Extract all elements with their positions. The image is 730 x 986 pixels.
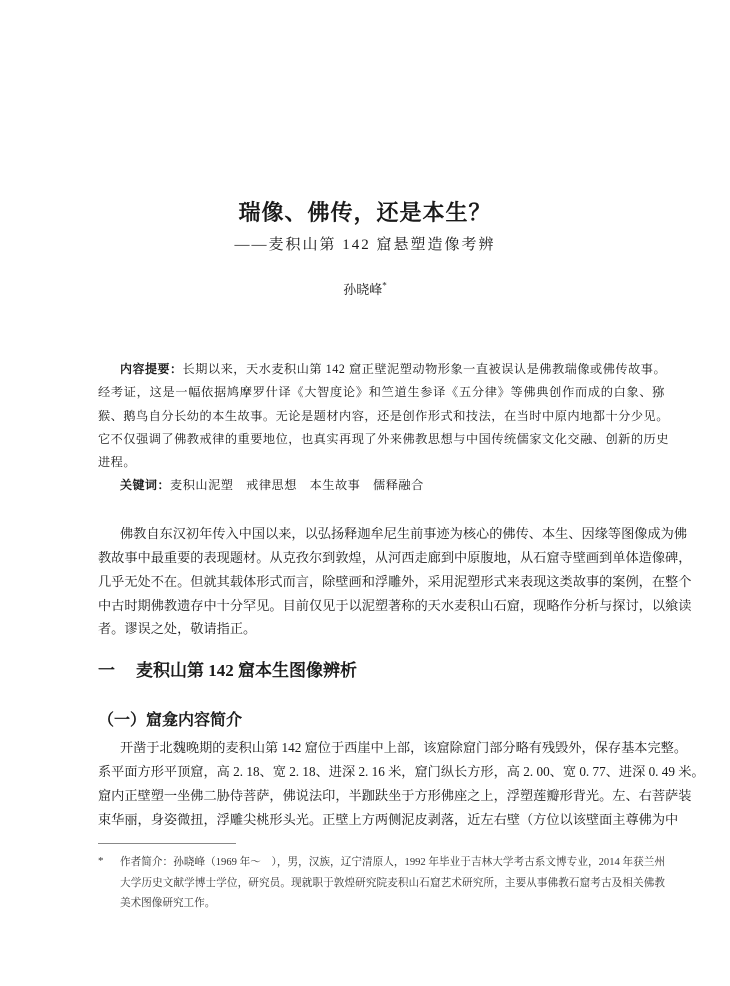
section-number: 一 — [98, 661, 115, 680]
body-line: 开凿于北魏晚期的麦积山第 142 窟位于西崖中上部，该窟除窟门部分略有残毁外，保存基本完整。 — [120, 740, 688, 755]
body-line: 佛教自东汉初年传入中国以来，以弘扬释迦牟尼生前事迹为核心的佛传、本生、因缘等图像成为佛 — [120, 526, 688, 541]
author-name: 孙晓峰 — [343, 282, 383, 297]
paper-subtitle: ——麦积山第 142 窟悬塑造像考辨 — [234, 237, 496, 253]
abstract-label: 内容提要： — [120, 362, 183, 376]
subsection-heading: （一）窟龛内容简介 — [98, 712, 243, 729]
section-heading — [98, 656, 357, 681]
abstract-line: 进程。 — [98, 455, 137, 469]
section-title: 麦积山第 142 窟本生图像辨析 — [136, 661, 357, 680]
body-line: 窟内正壁塑一坐佛二胁侍菩萨，佛说法印，半跏趺坐于方形佛座之上，浮塑莲瓣形背光。左、右菩萨装 — [98, 788, 692, 803]
body-line: 束华丽，身姿微扭，浮雕尖桃形头光。正壁上方两侧泥皮剥落，近左右壁（方位以该壁面主尊佛为中 — [98, 812, 679, 827]
footnote-divider — [98, 843, 236, 844]
abstract-line: 它不仅强调了佛教戒律的重要地位，也真实再现了外来佛教思想与中国传统儒家文化交融、创新的历史 — [98, 432, 669, 446]
paper-title: 瑞像、佛传，还是本生？ — [238, 200, 492, 225]
body-line: 系平面方形平顶窟，高 2. 18、宽 2. 18、进深 2. 16 米，窟门纵长方形，高 2. 00、宽 0. 77、进深 0. 49 米。 — [98, 764, 705, 779]
footnote-line: 作者简介：孙晓峰（1969 年～ ），男，汉族，辽宁清原人，1992 年毕业于吉林大学考古系文博专业，2014 年获兰州 — [120, 857, 665, 868]
keywords-text: 麦积山泥塑 戒律思想 本生故事 儒释融合 — [170, 478, 424, 492]
abstract-line: 经考证，这是一幅依据鸠摩罗什译《大智度论》和竺道生参译《五分律》等佛典创作而成的白象、猕 — [98, 385, 665, 399]
abstract-line: 猴、鹅鸟自分长幼的本生故事。无论是题材内容，还是创作形式和技法，在当时中原内地都十分少见。 — [98, 409, 669, 423]
abstract-line — [120, 360, 665, 377]
abstract-text: 长期以来，天水麦积山第 142 窟正壁泥塑动物形象一直被误认是佛教瑞像或佛传故事。 — [182, 362, 667, 376]
keywords-label: 关键词： — [120, 478, 171, 492]
footnote-line: 美术图像研究工作。 — [120, 898, 216, 909]
body-line: 几乎无处不在。但就其载体形式而言，除壁画和浮雕外，采用泥塑形式来表现这类故事的案例，在整个 — [98, 574, 692, 589]
footnote-mark: * — [98, 855, 104, 867]
keywords — [120, 476, 665, 493]
body-line: 中古时期佛教遗存中十分罕见。目前仅见于以泥塑著称的天水麦积山石窟，现略作分析与探讨，以飨读 — [98, 598, 692, 613]
body-line: 者。谬误之处，敬请指正。 — [98, 621, 257, 636]
author — [0, 279, 730, 298]
footnote-line: 大学历史文献学博士学位，研究员。现就职于敦煌研究院麦积山石窟艺术研究所，主要从事佛教石窟考古及相关佛教 — [120, 878, 665, 889]
body-line: 教故事中最重要的表现题材。从克孜尔到敦煌，从河西走廊到中原腹地，从石窟寺壁画到单体造像碑， — [98, 550, 692, 565]
author-footnote-mark[interactable]: * — [382, 280, 387, 291]
